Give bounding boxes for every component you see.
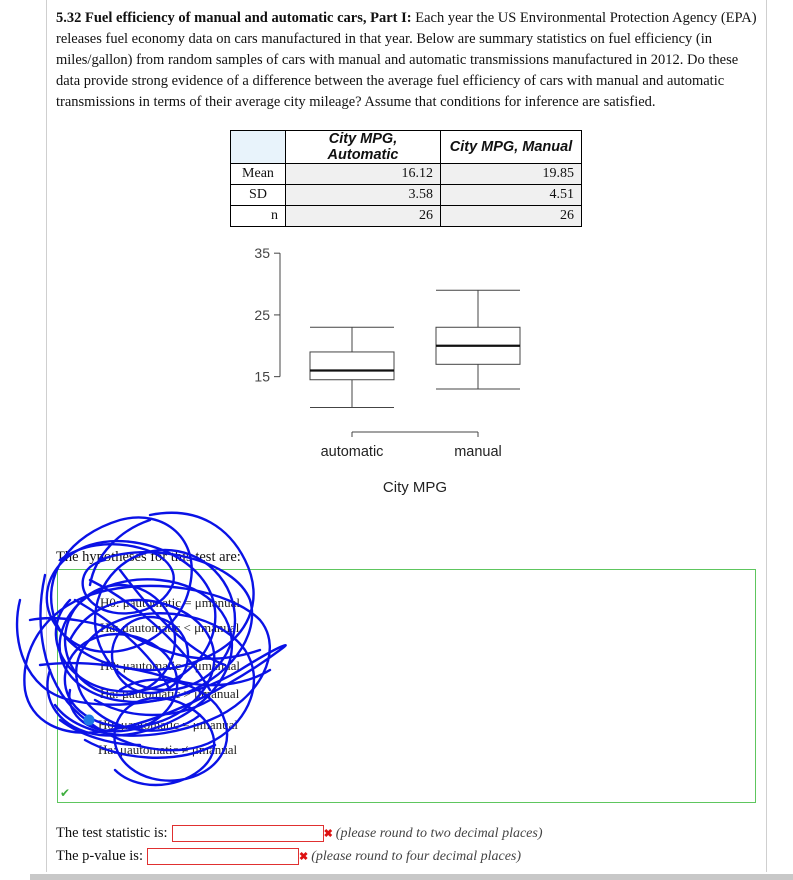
hypothesis-option[interactable]: H0: μautomatic = μmanual — [100, 595, 241, 610]
pvalue-input[interactable] — [147, 848, 299, 865]
check-icon: ✔ — [60, 786, 71, 800]
table-row — [231, 206, 582, 227]
x-tick-label: manual — [454, 444, 502, 460]
row-label-sd: SD — [231, 185, 286, 206]
horizontal-scrollbar[interactable] — [30, 874, 793, 880]
problem-statement — [56, 8, 762, 113]
table-header-automatic: City MPG, Automatic — [286, 131, 441, 164]
hypotheses-label: The hypotheses for this test are: — [56, 549, 241, 565]
cell-sd-automatic: 3.58 — [286, 185, 441, 206]
boxplot-chart — [240, 230, 560, 500]
cell-mean-manual: 19.85 — [441, 164, 582, 185]
test-statistic-hint: (please round to two decimal places) — [335, 826, 543, 841]
pvalue-row — [56, 848, 521, 865]
cell-sd-manual: 4.51 — [441, 185, 582, 206]
error-icon: ✖ — [323, 828, 333, 840]
pvalue-hint: (please round to four decimal places) — [311, 849, 522, 864]
y-tick-label: 15 — [254, 368, 270, 385]
hypothesis-option: Ha: μautomatic > μmanual — [100, 686, 240, 701]
y-tick-label: 25 — [254, 306, 270, 323]
test-statistic-row — [56, 825, 543, 842]
test-statistic-label: The test statistic is: — [56, 825, 168, 841]
y-tick-label: 35 — [254, 245, 270, 262]
pvalue-label: The p-value is: — [56, 848, 143, 864]
cell-n-manual: 26 — [441, 206, 582, 227]
cell-n-automatic: 26 — [286, 206, 441, 227]
hypothesis-option[interactable]: H0: μautomatic = μmanual — [98, 717, 239, 732]
problem-text: Each year the US Environmental Protection Agency (EPA) releases fuel economy data on cars manufactured in that year. Below are summary statistics on fuel efficiency (in miles/gallon) from random samples of cars with manual and automatic transmissions manufactured in 2012. Do these data provide strong evidence of a difference between the average fuel efficiency of cars with manual and automatic transmissions in terms of their average city mileage? Assume that conditions for inference are satisfied. — [56, 10, 757, 110]
row-label-mean: Mean — [231, 164, 286, 185]
row-label-n: n — [231, 206, 286, 227]
table-row — [231, 164, 582, 185]
test-statistic-input[interactable] — [172, 825, 324, 842]
table-header-manual: City MPG, Manual — [441, 131, 582, 164]
box-automatic — [310, 352, 394, 380]
hypothesis-option[interactable]: H0: μautomatic = μmanual — [100, 658, 241, 673]
x-axis-title: City MPG — [382, 479, 448, 496]
problem-title: 5.32 Fuel efficiency of manual and automatic cars, Part I: — [56, 10, 412, 26]
cell-mean-automatic: 16.12 — [286, 164, 441, 185]
table-row — [231, 185, 582, 206]
table-corner — [231, 131, 286, 164]
summary-stats-table — [230, 130, 582, 227]
error-icon: ✖ — [298, 851, 309, 863]
hypothesis-option: Ha: μautomatic < μmanual — [100, 620, 240, 635]
hypothesis-option: Ha: μautomatic ≠ μmanual — [98, 742, 238, 757]
x-tick-label: automatic — [320, 444, 384, 460]
